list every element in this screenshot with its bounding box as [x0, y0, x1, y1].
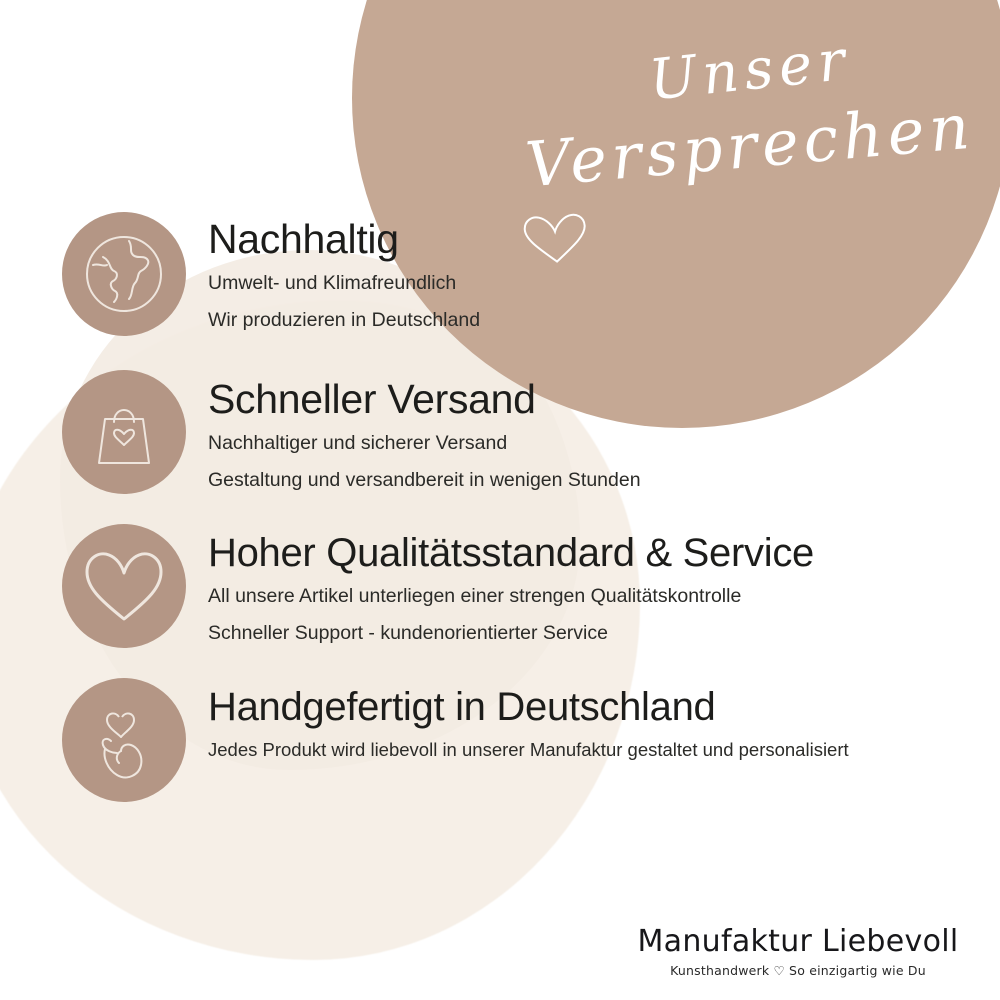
brand-tagline: Kunsthandwerk ♡ So einzigartig wie Du	[670, 963, 926, 978]
feature-text	[186, 524, 814, 647]
brand-name: Manufaktur Liebevoll	[637, 924, 959, 959]
feature-text	[186, 370, 641, 494]
feature-subtitle: Schneller Support - kundenorientierter Service	[208, 622, 608, 645]
feature-title: Handgefertigt in Deutschland	[208, 685, 716, 730]
promise-line-2: Versprechen	[522, 89, 978, 202]
feature-list	[62, 212, 992, 802]
feature-subtitle: Umwelt- und Klimafreundlich	[208, 272, 457, 295]
feature-text	[186, 212, 480, 334]
feature-item	[62, 370, 992, 494]
feature-text	[186, 678, 849, 763]
feature-item	[62, 524, 992, 648]
feature-item	[62, 678, 992, 802]
feature-title: Nachhaltig	[208, 216, 399, 262]
shopping-bag-icon	[62, 370, 186, 494]
globe-icon	[62, 212, 186, 336]
feature-subtitle: Jedes Produkt wird liebevoll in unserer Manufaktur gestaltet und personalisiert	[208, 739, 849, 761]
heart-icon	[62, 524, 186, 648]
hand-heart-icon	[62, 678, 186, 802]
feature-title: Schneller Versand	[208, 376, 536, 422]
feature-item	[62, 212, 992, 336]
feature-subtitle: Gestaltung und versandbereit in wenigen Stunden	[208, 468, 641, 491]
feature-subtitle: Wir produzieren in Deutschland	[208, 308, 481, 331]
promise-line-1: Unser	[646, 27, 854, 114]
feature-subtitle: All unsere Artikel unterliegen einer strengen Qualitätskontrolle	[208, 585, 742, 608]
feature-title: Hoher Qualitätsstandard & Service	[208, 531, 814, 576]
brand-signature	[618, 924, 978, 978]
feature-subtitle: Nachhaltiger und sicherer Versand	[208, 432, 508, 455]
